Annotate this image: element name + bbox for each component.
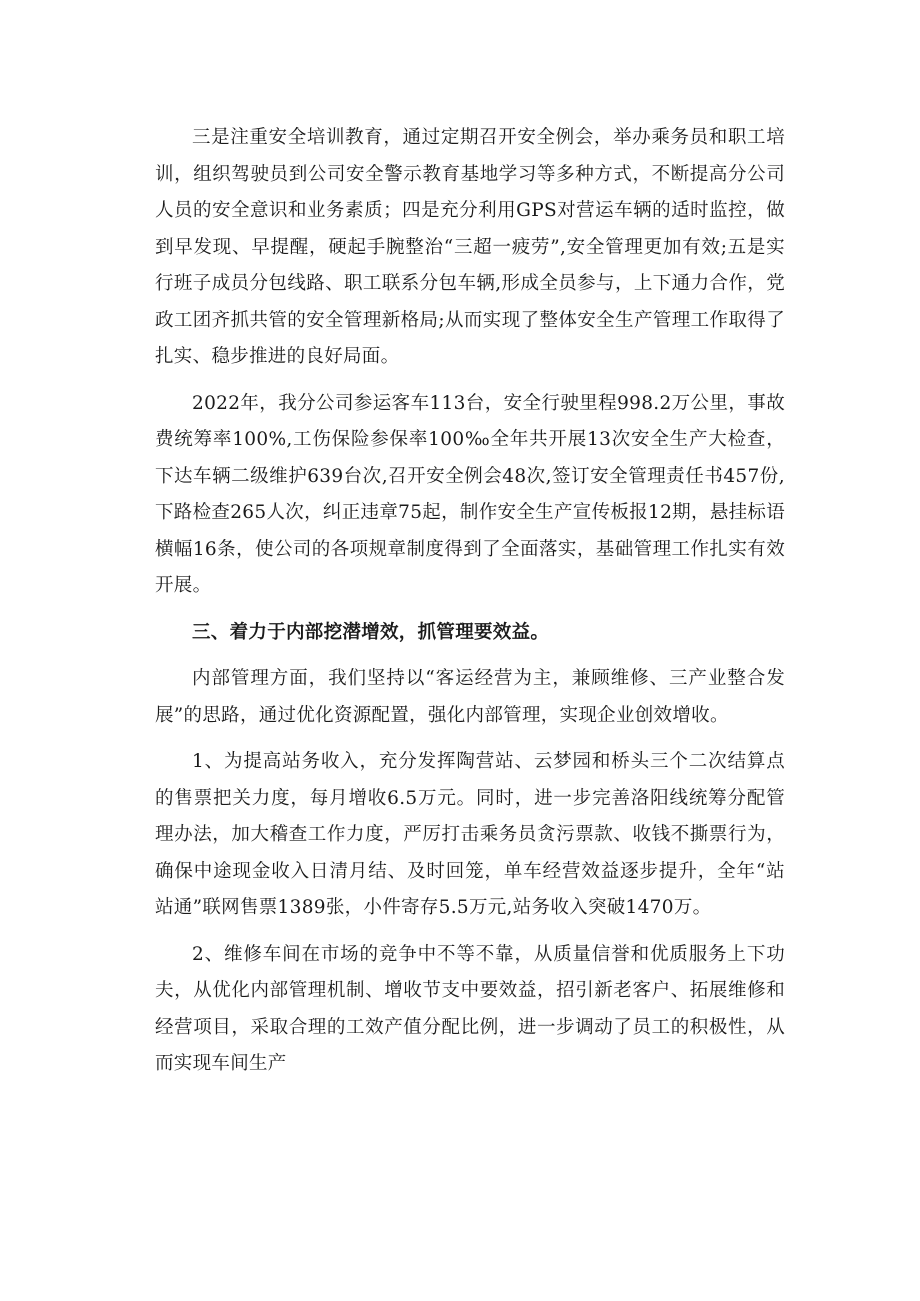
document-body: [155, 120, 785, 1093]
paragraph-internal-management: 内部管理方面，我们坚持以“客运经营为主，兼顾维修、三产业整合发展”的思路，通过优化资源配置，强化内部管理，实现企业创效增收。: [155, 668, 785, 726]
paragraph-station-revenue: 1、为提高站务收入，充分发挥陶营站、云梦园和桥头三个二次结算点的售票把关力度，每月增收6.5万元。同时，进一步完善洛阳线统筹分配管理办法，加大稽查工作力度，严厉打击乘务员贪污票款、收钱不撕票行为，确保中途现金收入日清月结、及时回笼，单车经营效益逐步提升，全年“站站通”联网售票1389张，小件寄存5.5万元,站务收入突破1470万。: [155, 751, 785, 918]
paragraph-repair-workshop: 2、维修车间在市场的竞争中不等不靠，从质量信誉和优质服务上下功夫，从优化内部管理机制、增收节支中要效益，招引新老客户、拓展维修和经营项目，采取合理的工效产值分配比例，进一步调动了员工的积极性，从而实现车间生产: [155, 943, 785, 1074]
paragraph-safety-training: 三是注重安全培训教育，通过定期召开安全例会，举办乘务员和职工培训，组织驾驶员到公司安全警示教育基地学习等多种方式，不断提高分公司人员的安全意识和业务素质；四是充分利用GPS对营运车辆的适时监控，做到早发现、早提醒，硬起手腕整治“三超一疲劳”,安全管理更加有效;五是实行班子成员分包线路、职工联系分包车辆,形成全员参与，上下通力合作，党政工团齐抓共管的安全管理新格局;从而实现了整体安全生产管理工作取得了扎实、稳步推进的良好局面。: [155, 127, 785, 367]
paragraph-2022-statistics: 2022年，我分公司参运客车113台，安全行驶里程998.2万公里，事故费统筹率100%,工伤保险参保率100‰全年共开展13次安全生产大检查，下达车辆二级维护639台次,召开安全例会48次,签订安全管理责任书457份,下路检查265人次，纠正违章75起，制作安全生产宣传板报12期，悬挂标语横幅16条，使公司的各项规章制度得到了全面落实，基础管理工作扎实有效开展。: [155, 392, 785, 596]
section-heading-internal-management: 三、着力于内部挖潜增效，抓管理要效益。: [192, 621, 550, 643]
